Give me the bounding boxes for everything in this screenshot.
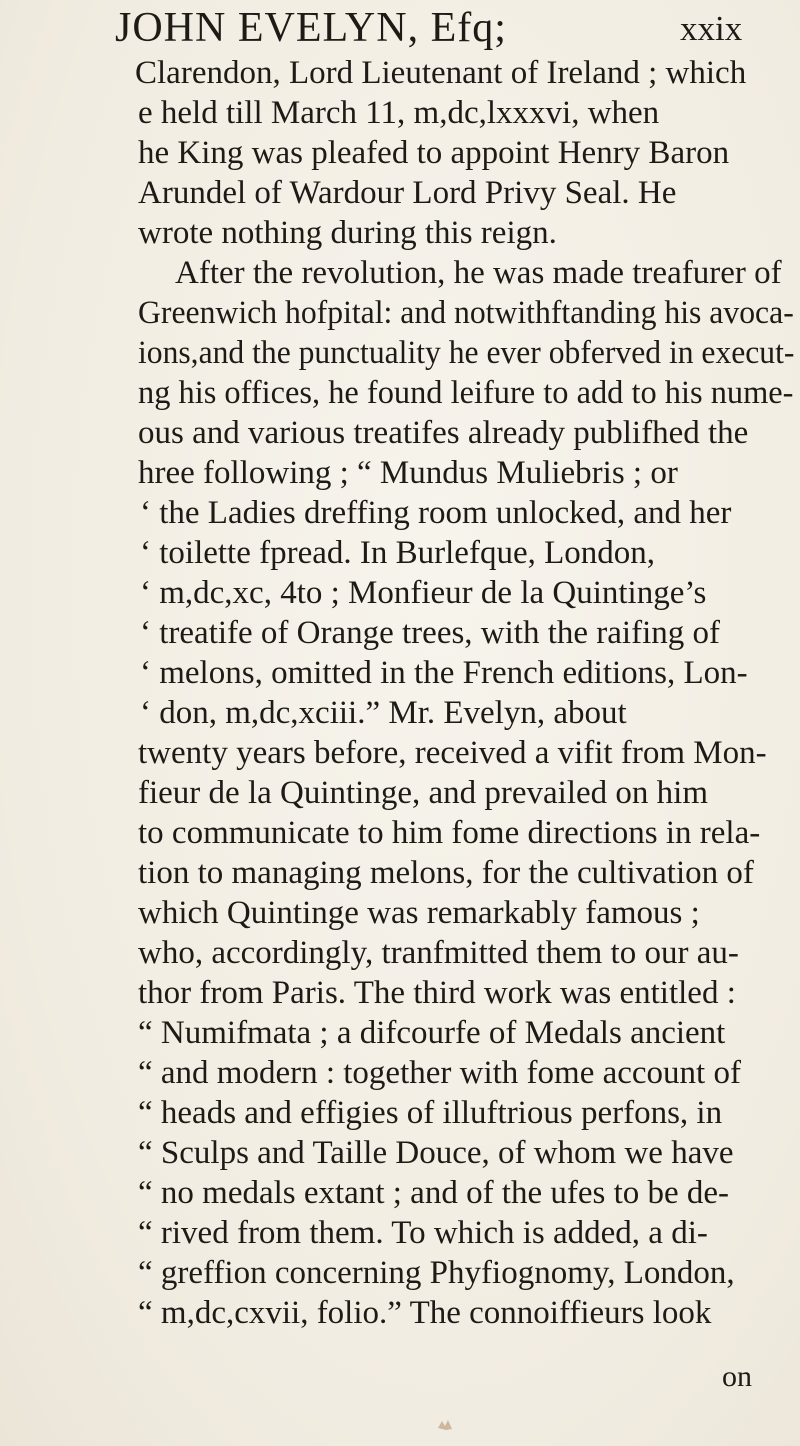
text-line: fieur de la Quintinge, and prevailed on him [138,775,708,811]
text-line: ng his offices, he found leifure to add to his nume- [138,375,794,411]
text-line: e held till March 11, m,dc,lxxxvi, when [138,95,660,131]
catchword: on [722,1360,752,1393]
text-line: “ m,dc,cxvii, folio.” The connoiffieurs look [138,1295,712,1331]
text-line: Greenwich hofpital: and notwithftanding his avoca- [138,295,794,331]
text-line: ‘ melons, omitted in the French editions, Lon- [140,655,748,691]
text-line: who, accordingly, tranfmitted them to our au- [138,935,739,971]
text-line: “ Numifmata ; a difcourfe of Medals ancient [138,1015,726,1051]
page-header [0,4,800,52]
text-line: hree following ; “ Mundus Muliebris ; or [138,455,678,491]
text-line: “ rived from them. To which is added, a di- [138,1215,708,1251]
text-line: twenty years before, received a vifit from Mon- [138,735,767,771]
text-line: which Quintinge was remarkably famous ; [138,895,700,931]
ink-blot-mark [436,1418,454,1432]
text-line: ous and various treatifes already publifhed the [138,415,749,451]
text-line: wrote nothing during this reign. [138,215,557,251]
text-line: “ greffion concerning Phyfiognomy, London, [138,1255,735,1291]
text-line: “ Sculps and Taille Douce, of whom we have [138,1135,734,1171]
text-line: he King was pleafed to appoint Henry Baron [138,135,730,171]
text-line: Arundel of Wardour Lord Privy Seal. He [138,175,677,211]
text-line: tion to managing melons, for the cultivation of [138,855,754,891]
text-line: “ heads and effigies of illuftrious perfons, in [138,1095,723,1131]
text-line: ‘ treatife of Orange trees, with the raifing of [140,615,720,651]
text-line: After the revolution, he was made treafurer of [175,255,782,291]
text-line: thor from Paris. The third work was entitled : [138,975,736,1011]
running-head: JOHN EVELYN, Efq; [115,5,507,51]
text-line: ‘ m,dc,xc, 4to ; Monfieur de la Quintinge’s [140,575,707,611]
text-line: ‘ don, m,dc,xciii.” Mr. Evelyn, about [140,695,627,731]
text-line: “ and modern : together with fome account of [138,1055,741,1091]
text-line: to communicate to him fome directions in rela- [138,815,761,851]
text-line: ‘ toilette fpread. In Burlefque, London, [140,535,655,571]
text-line: ions,and the punctuality he ever obferved in execut- [138,335,795,371]
text-line: Clarendon, Lord Lieutenant of Ireland ; which [135,55,747,91]
page-number: xxix [680,9,743,48]
text-line: “ no medals extant ; and of the ufes to be de- [138,1175,730,1211]
text-line: ‘ the Ladies dreffing room unlocked, and her [140,495,732,531]
